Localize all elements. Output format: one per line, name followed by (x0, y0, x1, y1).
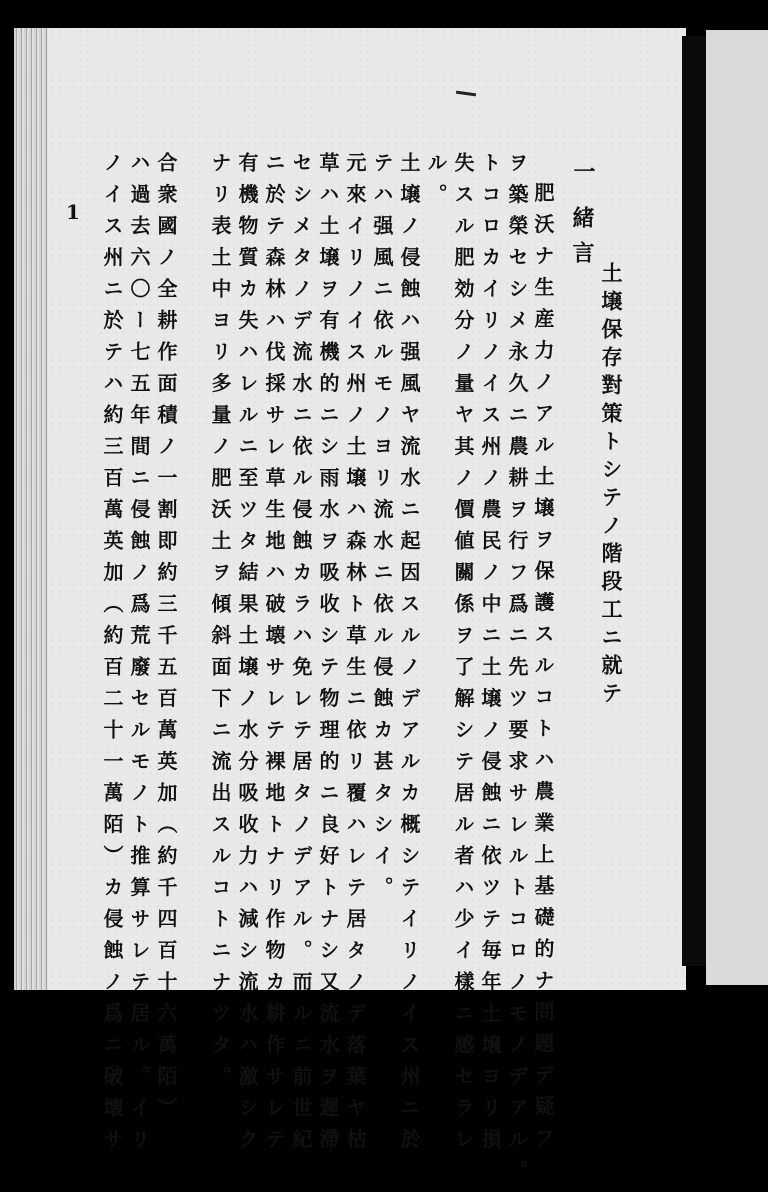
page-number: 1 (66, 200, 80, 224)
section-number: 一 (570, 160, 596, 195)
body-line-9: 草ハ土壌ヲ有機的ニシ雨水ヲ吸收シテ物理的ニ良好トナシ又流水ヲ遲滯 (316, 152, 340, 1160)
body-line-10: セシメタノデ流水ニ依ル侵蝕カラハ免レテ居タノデアル。而ルニ前世紀 (289, 152, 313, 1160)
document-title: 土壌保存對策トシテノ階段工ニ就テ (599, 262, 624, 710)
body-line-6: 土壌ノ侵蝕ハ强風ヤ流水ニ起因スルノデアルカ概シテイリノイス州ニ於 (397, 152, 421, 1160)
section-heading: 緒言 (569, 206, 595, 276)
body-line-16: ノイス州ニ於テハ約三百萬英加（約百二十一萬陌）カ侵蝕ノ爲ニ破壊サ (100, 152, 124, 1160)
body-line-7: テハ强風ニ依ルモノヨリ流水ニ依ル侵蝕カ甚タシイ。 (370, 152, 394, 908)
body-line-13: ナリ表土中ヨリ多量ノ肥沃土ヲ傾斜面下ニ流出スルコトニナツタ。 (208, 152, 232, 1097)
book-spine (682, 36, 706, 966)
body-line-15: ハ過去六〇ー七五年間ニ侵蝕ノ爲荒廢セルモノト推算サレテ居ル。イリ (127, 152, 151, 1160)
page-binding-edge (14, 28, 48, 990)
body-line-11: ニ於テ森林ハ伐採サレ草生地ハ破壊サレテ裸地トナリ作物カ耕作サレテ (262, 152, 286, 1160)
facing-page-edge (706, 30, 768, 985)
body-line-2: ヲ築榮セシメ永久ニ農耕ヲ行フ爲ニ先ツ要求サレルトコロノモノデアル。 (505, 152, 529, 1192)
body-line-3: トコロカイリノイス州ノ農民ノ中ニ土壌ノ侵蝕ニ依ツテ毎年土壌ヨリ損 (478, 152, 502, 1160)
body-line-1: 肥沃ナ生産力ノアル土壌ヲ保護スルコトハ農業上基礎的ナ問題デ疑フ (531, 182, 555, 1159)
body-line-12: 有機物質カ失ハレルニ至ツタ結果土壌ノ水分吸收力ハ減シ流水ハ激シク (235, 152, 259, 1160)
body-line-8: 元來イリノイス州ノ土壌ハ森林ト草生ニ依リ覆ハレテ居タノデ落葉ヤ枯 (343, 152, 367, 1160)
body-line-4: 失スル肥効分ノ量ヤ其ノ價値關係ヲ了解シテ居ル者ハ少イ樣ニ感セラレ (451, 152, 475, 1160)
body-line-5: ル。 (424, 152, 448, 215)
body-line-14: 合衆國ノ全耕作面積ノ一割即約三千五百萬英加（約千四百十六萬陌） (154, 152, 178, 1129)
